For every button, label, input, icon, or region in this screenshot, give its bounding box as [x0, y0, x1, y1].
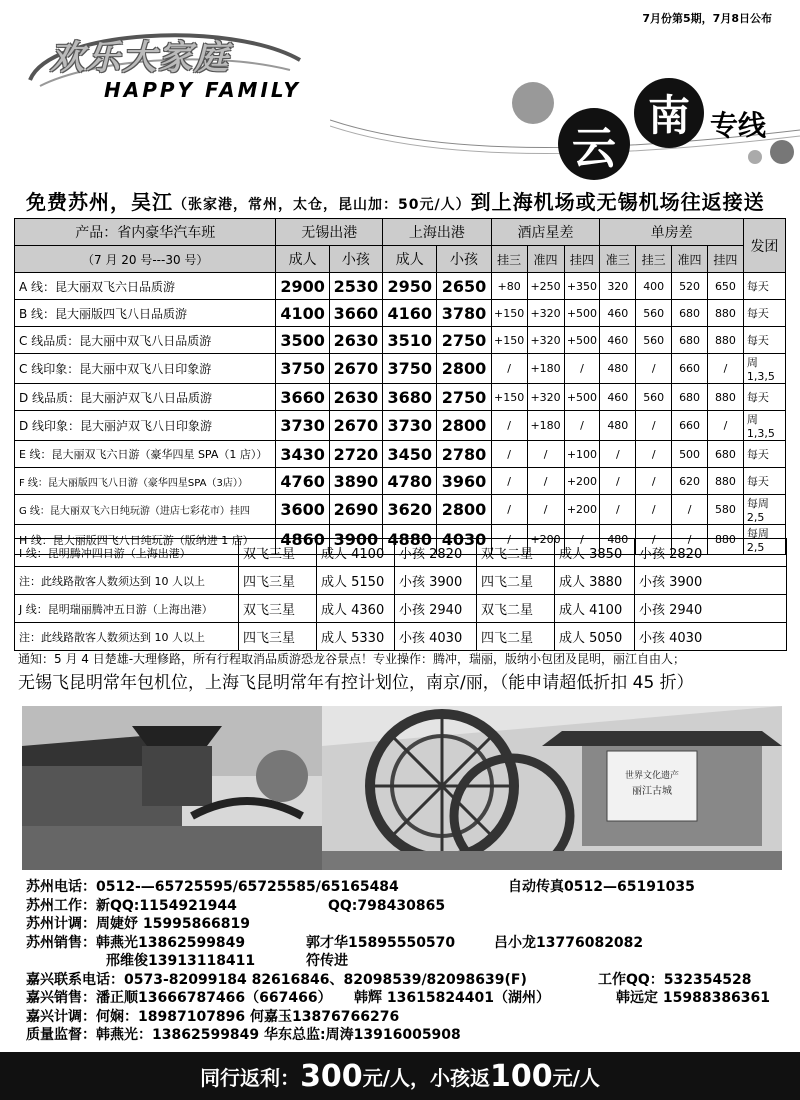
suzhou-sales: 苏州销售：韩燕光13862599849	[26, 934, 246, 951]
jiaxing-sales: 嘉兴销售：潘正顺13666787466（667466）	[26, 990, 332, 1006]
single-cell: 480	[600, 354, 636, 384]
hotel-cell: +180	[527, 354, 564, 384]
header-z4: 准四	[672, 246, 708, 273]
old-town-photo	[22, 706, 322, 870]
price-cell: 2630	[329, 384, 382, 411]
price-cell: 2900	[276, 273, 329, 300]
single-cell: 320	[600, 273, 636, 300]
photo-caption-2: 丽江古城	[632, 786, 672, 797]
price-cell: 3960	[437, 468, 491, 495]
single-cell: 480	[600, 525, 636, 555]
route-name: H 线：昆大丽版四飞八日纯玩游（版纳进 1 店）	[15, 525, 276, 555]
price-cell: 2800	[437, 411, 491, 441]
table-row	[15, 273, 786, 300]
route-name: B 线：昆大丽版四飞八日品质游	[15, 300, 276, 327]
single-cell: 650	[708, 273, 744, 300]
fare-price: 成人 5050	[555, 623, 635, 651]
logo-english: HAPPY FAMILY	[104, 78, 301, 102]
fare-type: 双飞三星	[239, 595, 317, 623]
price-cell: 3730	[383, 411, 437, 441]
banner-nan: 南	[634, 78, 704, 148]
table-row	[15, 539, 787, 567]
rebate-adult: 300	[300, 1058, 363, 1094]
hotel-cell: +200	[564, 495, 600, 525]
banner-yun: 云	[558, 108, 630, 180]
depart-cell: 每周 2,5	[743, 525, 785, 555]
price-cell: 3510	[383, 327, 437, 354]
price-cell: 3890	[329, 468, 382, 495]
single-cell: 880	[708, 384, 744, 411]
headline: 免费苏州，吴江（张家港，常州，太仓，昆山加：50元/人）到上海机场或无锡机场往返接送	[26, 190, 765, 214]
single-cell: /	[636, 495, 672, 525]
hotel-cell: +80	[491, 273, 527, 300]
fare-price: 小孩 2820	[395, 539, 477, 567]
rebate-child: 100	[490, 1058, 553, 1094]
jiaxing-phone: 嘉兴联系电话：0573-82099184 82616846、82098539/82098639(F)	[26, 971, 527, 988]
price-cell: 4100	[276, 300, 329, 327]
price-cell: 4780	[383, 468, 437, 495]
table-row	[15, 354, 786, 384]
jiaxing-qq: 工作QQ：532354528	[598, 971, 752, 988]
fare-price: 小孩 2940	[395, 595, 477, 623]
single-cell: /	[636, 411, 672, 441]
table-row	[15, 327, 786, 354]
price-cell: 2750	[437, 384, 491, 411]
fare-type: 双飞三星	[239, 539, 317, 567]
suzhou-qq2: QQ:798430865	[328, 897, 446, 914]
table-row	[15, 441, 786, 468]
single-cell: 880	[708, 468, 744, 495]
jiaxing-sales-2: 韩辉 13615824401（湖州）	[354, 990, 551, 1006]
single-cell: /	[636, 525, 672, 555]
single-cell: 560	[636, 384, 672, 411]
single-cell: /	[636, 441, 672, 468]
hotel-cell: +150	[491, 384, 527, 411]
price-cell: 2720	[329, 441, 382, 468]
single-cell: /	[672, 495, 708, 525]
price-cell: 2780	[437, 441, 491, 468]
single-cell: /	[708, 354, 744, 384]
header-depart: 发团	[743, 219, 785, 273]
price-cell: 4030	[437, 525, 491, 555]
waterwheel-photo	[322, 706, 782, 870]
fare-type: 双飞二星	[477, 539, 555, 567]
depart-cell: 周 1,3,5	[743, 354, 785, 384]
depart-cell: 每天	[743, 384, 785, 411]
hotel-cell: +250	[527, 273, 564, 300]
fare-price: 成人 3880	[555, 567, 635, 595]
depart-cell: 每天	[743, 300, 785, 327]
depart-cell: 每天	[743, 468, 785, 495]
rebate-footer	[0, 1052, 800, 1100]
fare-type: 四飞三星	[239, 623, 317, 651]
notice: 通知：5 月 4 日楚雄-大理修路，所有行程取消品质游恐龙谷景点！专业操作：腾冲，瑞丽，版纳小包团及昆明，丽江自由人；	[18, 652, 686, 666]
price-cell: 2650	[437, 273, 491, 300]
banner-route: 专线	[710, 109, 767, 142]
table-row	[15, 384, 786, 411]
depart-cell: 每天	[743, 327, 785, 354]
table-row	[15, 495, 786, 525]
single-cell: 580	[708, 495, 744, 525]
single-cell: /	[600, 495, 636, 525]
route-note: 注：此线路散客人数须达到 10 人以上	[15, 623, 239, 651]
fare-type: 四飞二星	[477, 623, 555, 651]
fare-price: 成人 3850	[555, 539, 635, 567]
single-cell: 460	[600, 327, 636, 354]
notice-charter: 无锡飞昆明常年包机位，上海飞昆明常年有控计划位，南京/丽，（能申请超低折扣 45 折）	[18, 673, 694, 693]
header-adult: 成人	[276, 246, 329, 273]
single-cell: /	[636, 468, 672, 495]
single-cell: /	[672, 525, 708, 555]
price-cell: 2670	[329, 411, 382, 441]
hotel-cell: /	[491, 411, 527, 441]
fare-price: 小孩 3900	[635, 567, 787, 595]
header-adult: 成人	[383, 246, 437, 273]
fare-type: 四飞三星	[239, 567, 317, 595]
hotel-cell: +100	[564, 441, 600, 468]
single-cell: /	[636, 354, 672, 384]
price-cell: 3660	[276, 384, 329, 411]
photo-caption-1: 世界文化遗产	[624, 771, 680, 781]
route-name: A 线：昆大丽双飞六日品质游	[15, 273, 276, 300]
header-product: 产品：省内豪华汽车班	[15, 219, 276, 246]
decor-circle-icon	[748, 150, 762, 164]
fare-price: 小孩 3900	[395, 567, 477, 595]
header-g4: 挂四	[564, 246, 600, 273]
price-cell: 2670	[329, 354, 382, 384]
price-cell: 3660	[329, 300, 382, 327]
hotel-cell: +500	[564, 384, 600, 411]
price-cell: 2630	[329, 327, 382, 354]
rebate-label: 同行返利：	[200, 1065, 301, 1090]
header-wuxi: 无锡出港	[276, 219, 383, 246]
price-cell: 3450	[383, 441, 437, 468]
price-cell: 3680	[383, 384, 437, 411]
route-name: C 线印象：昆大丽中双飞八日印象游	[15, 354, 276, 384]
single-cell: 460	[600, 300, 636, 327]
jiaxing-planner: 嘉兴计调：何娴：18987107896 何嘉玉13876766276	[26, 1008, 400, 1025]
single-cell: 680	[672, 384, 708, 411]
single-cell: 680	[708, 441, 744, 468]
price-cell: 3600	[276, 495, 329, 525]
price-cell: 3730	[276, 411, 329, 441]
route-name: E 线：昆大丽双飞六日游（豪华四星 SPA（1 店））	[15, 441, 276, 468]
route-name: G 线：昆大丽双飞六日纯玩游（进店七彩花市）挂四	[15, 495, 276, 525]
table-row	[15, 468, 786, 495]
depart-cell: 每天	[743, 441, 785, 468]
single-cell: /	[600, 468, 636, 495]
header-z3: 准三	[600, 246, 636, 273]
price-cell: 2750	[437, 327, 491, 354]
route-name: D 线品质：昆大丽泸双飞八日品质游	[15, 384, 276, 411]
route-name: I 线：昆明腾冲四日游（上海出港）	[15, 539, 239, 567]
price-cell: 4760	[276, 468, 329, 495]
suzhou-phone: 苏州电话：0512-—65725595/65725585/65165484	[26, 879, 399, 895]
route-note: 注：此线路散客人数须达到 10 人以上	[15, 567, 239, 595]
table-row	[15, 623, 787, 651]
price-cell: 3780	[437, 300, 491, 327]
hotel-cell: +320	[527, 300, 564, 327]
single-cell: /	[600, 441, 636, 468]
hotel-cell: /	[564, 411, 600, 441]
contacts-block	[26, 878, 796, 1045]
price-cell: 4880	[383, 525, 437, 555]
hotel-cell: /	[564, 525, 600, 555]
header-g3: 挂三	[491, 246, 527, 273]
hotel-cell: /	[491, 441, 527, 468]
rebate-unit: 元/人	[552, 1065, 600, 1090]
single-cell: 880	[708, 525, 744, 555]
fare-price: 成人 4100	[317, 539, 395, 567]
single-cell: 520	[672, 273, 708, 300]
single-cell: /	[708, 411, 744, 441]
route-name: F 线：昆大丽版四飞八日游（豪华四星SPA（3店））	[15, 468, 276, 495]
rebate-mid: 元/人，小孩返	[362, 1065, 490, 1090]
table-row	[15, 411, 786, 441]
suzhou-qq: 苏州工作：新QQ:1154921944	[26, 897, 237, 914]
depart-cell: 周 1,3,5	[743, 411, 785, 441]
single-cell: 880	[708, 327, 744, 354]
fare-price: 小孩 4030	[395, 623, 477, 651]
table-row	[15, 595, 787, 623]
route-name: D 线印象：昆大丽泸双飞八日印象游	[15, 411, 276, 441]
hotel-cell: /	[491, 525, 527, 555]
hotel-cell: +320	[527, 384, 564, 411]
price-cell: 3750	[383, 354, 437, 384]
route-name: J 线：昆明瑞丽腾冲五日游（上海出港）	[15, 595, 239, 623]
hotel-cell: +500	[564, 327, 600, 354]
hotel-cell: /	[491, 354, 527, 384]
suzhou-planner: 苏州计调：周婕妤 15995866819	[26, 916, 251, 932]
extra-routes-table	[14, 538, 787, 651]
single-cell: 660	[672, 411, 708, 441]
fare-type: 双飞二星	[477, 595, 555, 623]
price-cell: 2690	[329, 495, 382, 525]
price-cell: 3430	[276, 441, 329, 468]
suzhou-sales-3: 吕小龙13776082082	[494, 934, 644, 951]
single-cell: 680	[672, 300, 708, 327]
price-cell: 4860	[276, 525, 329, 555]
suzhou-sales-2: 郭才华15895550570	[306, 934, 456, 951]
price-cell: 2530	[329, 273, 382, 300]
depart-cell: 每天	[743, 273, 785, 300]
issue-date: 7月份第5期，7月8日公布	[642, 12, 772, 25]
decor-circle-icon	[770, 140, 794, 164]
suzhou-fax: 自动传真0512—65191035	[508, 879, 695, 895]
hotel-cell: +150	[491, 300, 527, 327]
hotel-cell: /	[491, 468, 527, 495]
hotel-cell: +150	[491, 327, 527, 354]
price-cell: 3900	[329, 525, 382, 555]
depart-cell: 每周 2,5	[743, 495, 785, 525]
header-child: 小孩	[329, 246, 382, 273]
hotel-cell: +200	[564, 468, 600, 495]
header-single: 单房差	[600, 219, 744, 246]
route-name: C 线品质：昆大丽中双飞八日品质游	[15, 327, 276, 354]
single-cell: 480	[600, 411, 636, 441]
table-row	[15, 567, 787, 595]
fare-price: 小孩 2940	[635, 595, 787, 623]
header-hotel: 酒店星差	[491, 219, 600, 246]
single-cell: 460	[600, 384, 636, 411]
single-cell: 660	[672, 354, 708, 384]
jiaxing-sales-3: 韩远定 15988386361	[616, 990, 771, 1006]
decor-circle-icon	[512, 82, 554, 124]
price-cell: 3500	[276, 327, 329, 354]
price-cell: 2800	[437, 354, 491, 384]
single-cell: 400	[636, 273, 672, 300]
price-cell: 2950	[383, 273, 437, 300]
price-cell: 3620	[383, 495, 437, 525]
hotel-cell: /	[564, 354, 600, 384]
header-shanghai: 上海出港	[383, 219, 492, 246]
hotel-cell: /	[491, 495, 527, 525]
fare-price: 小孩 4030	[635, 623, 787, 651]
single-cell: 560	[636, 327, 672, 354]
fare-price: 成人 5150	[317, 567, 395, 595]
hotel-cell: /	[527, 441, 564, 468]
header-z4: 准四	[527, 246, 564, 273]
header-dates: （7 月 20 号---30 号）	[15, 246, 276, 273]
quality-supervisor: 质量监督：韩燕光：13862599849 华东总监:周涛13916005908	[26, 1027, 461, 1043]
hotel-cell: +320	[527, 327, 564, 354]
price-cell: 4160	[383, 300, 437, 327]
hotel-cell: /	[527, 495, 564, 525]
price-cell: 3750	[276, 354, 329, 384]
single-cell: 680	[672, 327, 708, 354]
hotel-cell: +350	[564, 273, 600, 300]
single-cell: 560	[636, 300, 672, 327]
fare-price: 小孩 2820	[635, 539, 787, 567]
single-cell: 620	[672, 468, 708, 495]
price-cell: 2800	[437, 495, 491, 525]
header-g4: 挂四	[708, 246, 744, 273]
fare-type: 四飞二星	[477, 567, 555, 595]
hotel-cell: /	[527, 468, 564, 495]
hotel-cell: +500	[564, 300, 600, 327]
header-child: 小孩	[437, 246, 491, 273]
single-cell: 500	[672, 441, 708, 468]
single-cell: 880	[708, 300, 744, 327]
price-table	[14, 218, 786, 555]
table-row	[15, 300, 786, 327]
suzhou-sales-5: 符传进	[306, 953, 348, 969]
fare-price: 成人 4100	[555, 595, 635, 623]
fare-price: 成人 5330	[317, 623, 395, 651]
suzhou-sales-4: 邢维俊13913118411	[106, 953, 256, 969]
header-g3: 挂三	[636, 246, 672, 273]
fare-price: 成人 4360	[317, 595, 395, 623]
hotel-cell: +180	[527, 411, 564, 441]
logo-chinese: 欢乐大家庭	[50, 38, 230, 78]
hotel-cell: +200	[527, 525, 564, 555]
